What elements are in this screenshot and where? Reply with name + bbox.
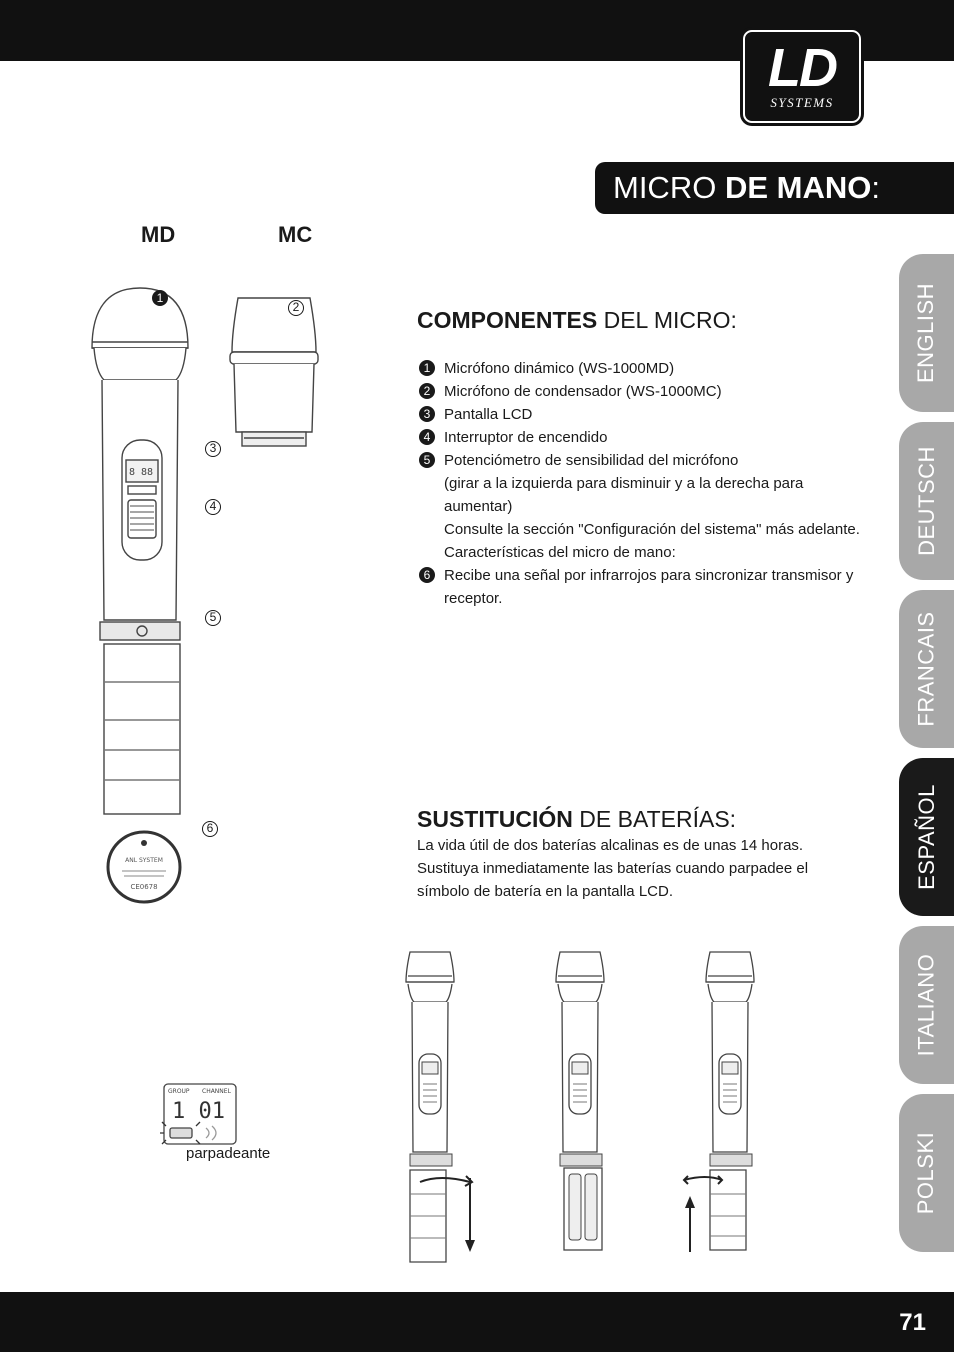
lang-tab-francais[interactable]: [899, 590, 954, 748]
page-number: 71: [899, 1309, 926, 1336]
logo-main-text: LD: [768, 37, 836, 98]
logo-frame: [743, 30, 861, 123]
callout-4: 4: [205, 499, 221, 515]
lang-tab-label: POLSKI: [913, 1131, 939, 1215]
components-list: [417, 357, 867, 610]
lang-tab-label: ESPAÑOL: [913, 784, 939, 890]
svg-text:8 88: 8 88: [129, 467, 154, 478]
bottom-cap-illustration: [104, 829, 184, 905]
mc-capsule-illustration: [224, 292, 324, 452]
battery-text: La vida útil de dos baterías alcalinas es de unas 14 horas. Sustituya inmediatamente las baterías cuando parpadee el símbolo de batería en la pantalla LCD.: [417, 837, 809, 900]
callout-5: 5: [205, 610, 221, 626]
lang-tab-label: DEUTSCH: [913, 446, 939, 556]
component-number: 5: [419, 452, 435, 468]
section-title: [595, 162, 954, 214]
step-2: [556, 952, 604, 1250]
bottom-bar: [0, 1292, 954, 1352]
lang-tab-label: ENGLISH: [913, 282, 939, 384]
lang-tab-espanol[interactable]: [899, 758, 954, 916]
lang-tab-italiano[interactable]: [899, 926, 954, 1084]
component-note: Consulte la sección "Configuración del sistema" más adelante.: [444, 521, 860, 538]
component-item: [417, 357, 867, 380]
lang-tab-english[interactable]: [899, 254, 954, 412]
callout-2: 2: [288, 300, 304, 316]
component-item: [417, 403, 867, 426]
component-number: 4: [419, 429, 435, 445]
component-item: [417, 380, 867, 403]
section-title-light: MICRO: [613, 170, 725, 205]
battery-heading-light: DE BATERÍAS:: [572, 806, 737, 832]
component-text: Micrófono de condensador (WS-1000MC): [444, 383, 722, 400]
lang-tab-deutsch[interactable]: [899, 422, 954, 580]
ld-systems-logo: [740, 27, 864, 126]
battery-steps-illustration: [400, 946, 770, 1272]
step-3: [684, 952, 754, 1252]
component-note: Características del micro de mano:: [444, 544, 676, 561]
component-number: 6: [419, 567, 435, 583]
component-number: 2: [419, 383, 435, 399]
callout-1: 1: [152, 290, 168, 306]
component-text: Potenciómetro de sensibilidad del micrófono: [444, 452, 739, 469]
component-number: 1: [419, 360, 435, 376]
component-note: (girar a la izquierda para disminuir y a la derecha para aumentar): [444, 475, 804, 515]
component-item: [417, 564, 867, 610]
battery-heading: [417, 806, 736, 833]
lang-tab-label: ITALIANO: [913, 953, 939, 1057]
callout-6: 6: [202, 821, 218, 837]
lcd-display-illustration: [160, 1082, 240, 1148]
mc-label: MC: [278, 222, 313, 247]
lcd-value: 1 01: [172, 1099, 225, 1124]
md-label: MD: [141, 222, 176, 247]
component-item: [417, 449, 867, 472]
component-item: [417, 426, 867, 449]
callout-3: 3: [205, 441, 221, 457]
section-title-suffix: :: [871, 170, 880, 205]
logo-sub-text: SYSTEMS: [770, 94, 834, 110]
lcd-channel-label: CHANNEL: [202, 1088, 231, 1095]
components-heading-light: DEL MICRO:: [597, 307, 737, 333]
lang-tab-polski[interactable]: [899, 1094, 954, 1252]
components-heading-bold: COMPONENTES: [417, 307, 598, 333]
section-title-bold: DE MANO: [724, 170, 872, 205]
bottom-cap-ce: CE0678: [130, 883, 158, 891]
bottom-cap-brand: ANL SYSTEM: [125, 857, 163, 864]
component-text: Pantalla LCD: [444, 406, 533, 423]
component-text: Recibe una señal por infrarrojos para sincronizar transmisor y receptor.: [444, 567, 854, 607]
component-text: Interruptor de encendido: [444, 429, 608, 446]
battery-heading-bold: SUSTITUCIÓN: [417, 806, 573, 832]
step-1: [406, 952, 475, 1262]
md-microphone-illustration: [80, 280, 200, 820]
lcd-group-label: GROUP: [168, 1088, 190, 1095]
lang-tab-label: FRANCAIS: [913, 611, 939, 727]
component-number: 3: [419, 406, 435, 422]
components-heading: [417, 307, 737, 334]
blink-label: parpadeante: [186, 1145, 271, 1162]
component-text: Micrófono dinámico (WS-1000MD): [444, 360, 675, 377]
